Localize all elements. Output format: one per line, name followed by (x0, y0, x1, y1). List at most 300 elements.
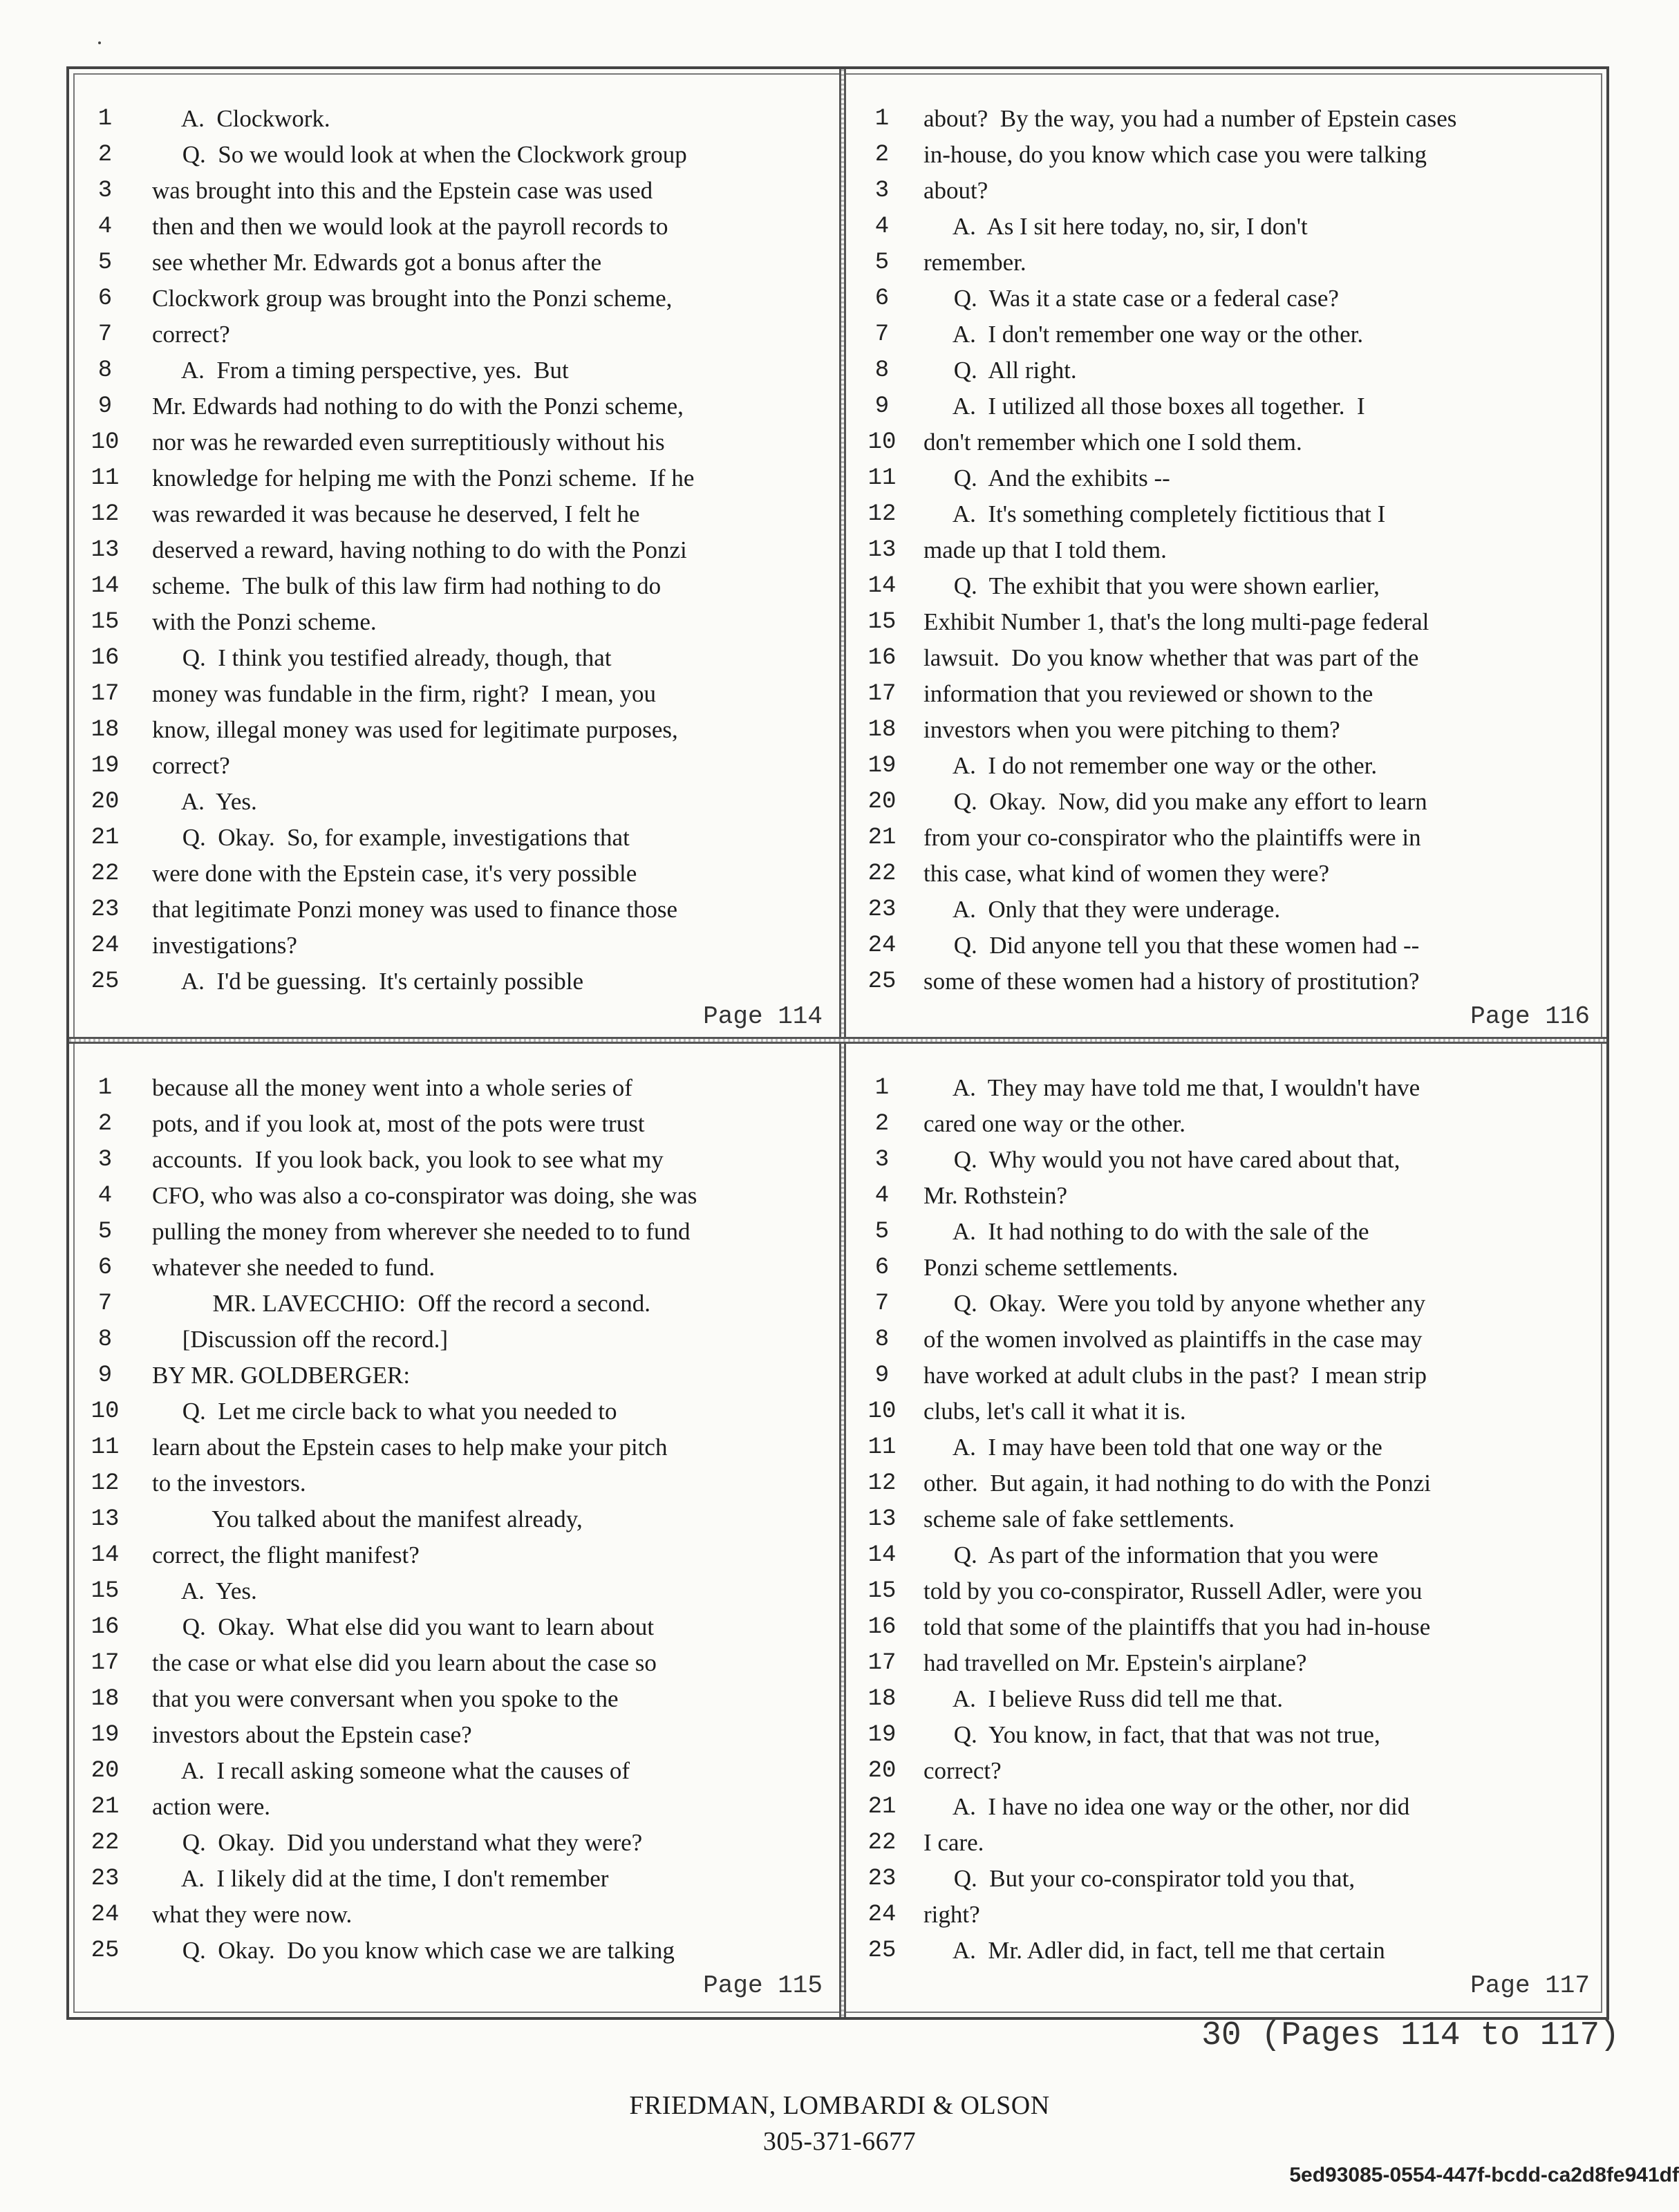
page-label: Page 115 (703, 1971, 823, 2000)
line-number: 16 (867, 645, 897, 671)
line-number: 16 (91, 1614, 120, 1640)
line-number: 12 (91, 1470, 120, 1497)
transcript-line (846, 353, 1606, 388)
line-number: 2 (97, 1111, 113, 1137)
line-number: 8 (97, 1327, 113, 1353)
line-text: then and then we would look at the payroll records to (152, 213, 668, 240)
line-text: Clockwork group was brought into the Ponzi scheme, (152, 285, 673, 312)
line-text: told that some of the plaintiffs that you had in-house (923, 1613, 1431, 1640)
transcript-line (846, 1106, 1606, 1142)
transcript-line (846, 1645, 1606, 1681)
transcript-lines (846, 1070, 1606, 1969)
line-number: 10 (91, 1398, 120, 1425)
line-number: 17 (867, 681, 897, 707)
transcript-line (69, 1825, 839, 1861)
line-number: 10 (91, 429, 120, 456)
transcript-line (69, 892, 839, 928)
line-number: 10 (867, 429, 897, 456)
line-number: 13 (867, 1506, 897, 1533)
line-number: 23 (91, 1866, 120, 1892)
transcript-line (69, 1753, 839, 1789)
transcript-line (846, 1394, 1606, 1430)
transcript-line (846, 317, 1606, 353)
line-text: A. They may have told me that, I wouldn't have (923, 1074, 1420, 1101)
transcript-line (69, 137, 839, 173)
transcript-line (69, 1537, 839, 1573)
line-number: 25 (867, 968, 897, 995)
line-number: 21 (91, 1794, 120, 1820)
line-number: 5 (874, 1219, 890, 1245)
line-text: Q. As part of the information that you were (923, 1541, 1379, 1568)
transcript-line (69, 1897, 839, 1933)
line-text: MR. LAVECCHIO: Off the record a second. (152, 1290, 650, 1317)
transcript-line (69, 245, 839, 281)
transcript-page-116 (846, 101, 1606, 1031)
line-text: Q. Why would you not have cared about that, (923, 1146, 1400, 1173)
line-text: A. It had nothing to do with the sale of the (923, 1218, 1369, 1245)
transcript-line (846, 1789, 1606, 1825)
transcript-line (69, 1070, 839, 1106)
line-text: Q. I think you testified already, though, that (152, 644, 612, 671)
line-number: 5 (874, 250, 890, 276)
transcript-line (846, 640, 1606, 676)
transcript-lines (69, 101, 839, 1000)
line-number: 10 (867, 1398, 897, 1425)
line-number: 23 (867, 897, 897, 923)
line-number: 21 (867, 1794, 897, 1820)
line-text: action were. (152, 1793, 271, 1820)
line-number: 17 (91, 1650, 120, 1676)
transcript-line (846, 532, 1606, 568)
line-text: what they were now. (152, 1901, 353, 1928)
transcript-line (846, 1753, 1606, 1789)
line-number: 7 (97, 321, 113, 348)
line-number: 6 (97, 285, 113, 312)
line-number: 5 (97, 250, 113, 276)
line-number: 22 (867, 1830, 897, 1856)
line-number: 24 (867, 1902, 897, 1928)
line-number: 20 (867, 1758, 897, 1784)
transcript-page-117 (846, 1070, 1606, 2000)
line-text: A. Clockwork. (152, 105, 330, 132)
line-text: A. I'd be guessing. It's certainly possible (152, 968, 584, 995)
line-number: 7 (874, 1291, 890, 1317)
line-text: that you were conversant when you spoke to the (152, 1685, 619, 1712)
transcript-line (69, 1394, 839, 1430)
transcript-line (846, 712, 1606, 748)
transcript-line (846, 137, 1606, 173)
firm-info (0, 2088, 1679, 2159)
line-number: 1 (97, 106, 113, 132)
line-text: Q. All right. (923, 357, 1077, 384)
line-number: 7 (874, 321, 890, 348)
line-number: 11 (91, 1434, 120, 1461)
line-number: 12 (867, 1470, 897, 1497)
transcript-line (846, 568, 1606, 604)
line-text: the case or what else did you learn about the case so (152, 1649, 657, 1676)
line-text: remember. (923, 249, 1026, 276)
line-text: A. I believe Russ did tell me that. (923, 1685, 1284, 1712)
line-number: 11 (867, 1434, 897, 1461)
transcript-line (69, 856, 839, 892)
line-text: I care. (923, 1829, 984, 1856)
transcript-line (69, 1645, 839, 1681)
line-text: correct? (923, 1757, 1002, 1784)
stray-mark (98, 41, 101, 44)
line-text: Q. Okay. Do you know which case we are talking (152, 1937, 675, 1964)
transcript-line (69, 1358, 839, 1394)
line-text: whatever she needed to fund. (152, 1254, 435, 1281)
line-number: 6 (97, 1255, 113, 1281)
line-number: 20 (91, 789, 120, 815)
line-number: 15 (91, 609, 120, 635)
transcript-line (846, 1537, 1606, 1573)
transcript-line (69, 1681, 839, 1717)
line-number: 3 (97, 1147, 113, 1173)
line-text: were done with the Epstein case, it's very possible (152, 860, 637, 887)
transcript-line (846, 964, 1606, 1000)
line-number: 12 (91, 501, 120, 527)
line-number: 24 (91, 1902, 120, 1928)
line-text: Exhibit Number 1, that's the long multi-page federal (923, 608, 1429, 635)
transcript-line (69, 604, 839, 640)
transcript-line (69, 1286, 839, 1322)
transcript-line (69, 1861, 839, 1897)
line-number: 4 (874, 214, 890, 240)
page-label: Page 114 (703, 1002, 823, 1031)
transcript-line (69, 784, 839, 820)
line-text: A. Mr. Adler did, in fact, tell me that certain (923, 1937, 1385, 1964)
transcript-line (846, 209, 1606, 245)
line-number: 19 (867, 1722, 897, 1748)
line-text: Q. Let me circle back to what you needed to (152, 1398, 617, 1425)
line-text: told by you co-conspirator, Russell Adler, were you (923, 1577, 1423, 1604)
transcript-line (846, 173, 1606, 209)
horizontal-divider (69, 1037, 1606, 1044)
transcript-line (846, 424, 1606, 460)
line-text: Q. Okay. What else did you want to learn about (152, 1613, 655, 1640)
line-text: to the investors. (152, 1470, 306, 1497)
line-text: correct, the flight manifest? (152, 1541, 420, 1568)
line-text: money was fundable in the firm, right? I mean, you (152, 680, 656, 707)
line-number: 14 (867, 1542, 897, 1568)
line-number: 23 (867, 1866, 897, 1892)
line-text: scheme sale of fake settlements. (923, 1506, 1235, 1533)
transcript-line (846, 1178, 1606, 1214)
transcript-line (846, 820, 1606, 856)
transcript-line (69, 1142, 839, 1178)
line-number: 25 (91, 968, 120, 995)
transcript-lines (846, 101, 1606, 1000)
line-number: 18 (867, 717, 897, 743)
line-text: pulling the money from wherever she needed to to fund (152, 1218, 691, 1245)
line-number: 8 (874, 357, 890, 384)
transcript-line (846, 1142, 1606, 1178)
line-text: Q. So we would look at when the Clockwork group (152, 141, 687, 168)
line-text: some of these women had a history of prostitution? (923, 968, 1420, 995)
line-text: You talked about the manifest already, (152, 1506, 583, 1533)
line-number: 18 (91, 717, 120, 743)
transcript-line (69, 101, 839, 137)
line-number: 25 (867, 1938, 897, 1964)
transcript-line (69, 532, 839, 568)
line-text: Q. Okay. So, for example, investigations that (152, 824, 630, 851)
line-number: 4 (874, 1183, 890, 1209)
transcript-line (846, 748, 1606, 784)
line-number: 2 (874, 1111, 890, 1137)
line-text: pots, and if you look at, most of the pots were trust (152, 1110, 645, 1137)
line-text: in-house, do you know which case you were talking (923, 141, 1427, 168)
line-number: 4 (97, 214, 113, 240)
line-number: 7 (97, 1291, 113, 1317)
line-text: Q. Was it a state case or a federal case? (923, 285, 1339, 312)
line-text: A. From a timing perspective, yes. But (152, 357, 569, 384)
transcript-line (846, 892, 1606, 928)
transcript-line (69, 1250, 839, 1286)
transcript-line (846, 784, 1606, 820)
line-text: A. It's something completely fictitious that I (923, 500, 1386, 527)
transcript-line (846, 604, 1606, 640)
line-text: right? (923, 1901, 980, 1928)
line-text: correct? (152, 752, 230, 779)
page-label: Page 116 (1470, 1002, 1590, 1031)
line-number: 13 (91, 537, 120, 563)
transcript-line (69, 568, 839, 604)
line-text: cared one way or the other. (923, 1110, 1186, 1137)
transcript-page-115 (69, 1070, 839, 2000)
line-number: 18 (91, 1686, 120, 1712)
line-number: 22 (91, 861, 120, 887)
transcript-line (69, 640, 839, 676)
pages-range: 30 (Pages 114 to 117) (1201, 2017, 1620, 2054)
transcript-line (846, 245, 1606, 281)
line-number: 15 (91, 1578, 120, 1604)
line-number: 9 (874, 393, 890, 420)
transcript-line (69, 820, 839, 856)
transcript-line (69, 964, 839, 1000)
line-number: 3 (874, 178, 890, 204)
line-number: 17 (91, 681, 120, 707)
line-number: 11 (867, 465, 897, 491)
transcript-line (846, 1070, 1606, 1106)
line-text: Q. Okay. Were you told by anyone whether any (923, 1290, 1426, 1317)
line-text: knowledge for helping me with the Ponzi scheme. If he (152, 465, 695, 491)
line-number: 1 (97, 1075, 113, 1101)
transcript-line (69, 1178, 839, 1214)
line-text: because all the money went into a whole series of (152, 1074, 632, 1101)
line-text: this case, what kind of women they were? (923, 860, 1330, 887)
line-number: 1 (874, 106, 890, 132)
line-text: have worked at adult clubs in the past? I mean strip (923, 1362, 1427, 1389)
line-number: 3 (97, 178, 113, 204)
transcript-line (69, 1465, 839, 1501)
line-text: Mr. Rothstein? (923, 1182, 1068, 1209)
line-text: information that you reviewed or shown to the (923, 680, 1373, 707)
transcript-line (69, 388, 839, 424)
transcript-line (846, 1717, 1606, 1753)
line-text: BY MR. GOLDBERGER: (152, 1362, 411, 1389)
line-text: accounts. If you look back, you look to see what my (152, 1146, 664, 1173)
line-text: A. I recall asking someone what the causes of (152, 1757, 630, 1784)
transcript-line (846, 1430, 1606, 1465)
line-number: 20 (867, 789, 897, 815)
line-text: made up that I told them. (923, 536, 1167, 563)
line-text: Q. Okay. Now, did you make any effort to learn (923, 788, 1427, 815)
transcript-lines (69, 1070, 839, 1969)
line-number: 19 (91, 1722, 120, 1748)
line-number: 9 (874, 1362, 890, 1389)
transcript-line (69, 460, 839, 496)
line-text: Q. You know, in fact, that that was not true, (923, 1721, 1380, 1748)
transcript-line (846, 1286, 1606, 1322)
transcript-line (846, 1825, 1606, 1861)
line-text: Ponzi scheme settlements. (923, 1254, 1179, 1281)
transcript-line (846, 1897, 1606, 1933)
line-number: 9 (97, 1362, 113, 1389)
line-text: was rewarded it was because he deserved, I felt he (152, 500, 640, 527)
line-text: Q. Okay. Did you understand what they were? (152, 1829, 643, 1856)
transcript-line (846, 388, 1606, 424)
line-number: 21 (91, 825, 120, 851)
line-number: 14 (867, 573, 897, 599)
transcript-line (846, 1465, 1606, 1501)
line-number: 1 (874, 1075, 890, 1101)
line-text: other. But again, it had nothing to do with the Ponzi (923, 1470, 1431, 1497)
line-text: A. I don't remember one way or the other. (923, 321, 1364, 348)
line-text: Q. And the exhibits -- (923, 465, 1170, 491)
line-text: A. I may have been told that one way or the (923, 1434, 1382, 1461)
transcript-line (846, 928, 1606, 964)
line-text: Mr. Edwards had nothing to do with the Ponzi scheme, (152, 393, 684, 420)
line-text: learn about the Epstein cases to help make your pitch (152, 1434, 668, 1461)
line-text: deserved a reward, having nothing to do with the Ponzi (152, 536, 687, 563)
line-number: 11 (91, 465, 120, 491)
line-text: lawsuit. Do you know whether that was part of the (923, 644, 1419, 671)
line-number: 2 (97, 142, 113, 168)
line-text: A. As I sit here today, no, sir, I don't (923, 213, 1308, 240)
transcript-line (846, 281, 1606, 317)
transcript-line (69, 1573, 839, 1609)
line-text: clubs, let's call it what it is. (923, 1398, 1186, 1425)
line-number: 22 (867, 861, 897, 887)
line-number: 12 (867, 501, 897, 527)
transcript-line (69, 676, 839, 712)
line-number: 13 (91, 1506, 120, 1533)
line-number: 19 (867, 753, 897, 779)
line-number: 20 (91, 1758, 120, 1784)
transcript-line (846, 1933, 1606, 1969)
transcript-line (846, 856, 1606, 892)
line-number: 13 (867, 537, 897, 563)
line-number: 6 (874, 1255, 890, 1281)
transcript-line (69, 353, 839, 388)
line-number: 6 (874, 285, 890, 312)
line-text: from your co-conspirator who the plaintiffs were in (923, 824, 1421, 851)
line-number: 22 (91, 1830, 120, 1856)
line-text: Q. Did anyone tell you that these women had -- (923, 932, 1420, 959)
line-number: 16 (867, 1614, 897, 1640)
transcript-line (69, 496, 839, 532)
transcript-line (69, 209, 839, 245)
transcript-line (846, 1358, 1606, 1394)
transcript-line (846, 1609, 1606, 1645)
line-number: 5 (97, 1219, 113, 1245)
line-number: 17 (867, 1650, 897, 1676)
line-text: see whether Mr. Edwards got a bonus after the (152, 249, 602, 276)
line-text: [Discussion off the record.] (152, 1326, 448, 1353)
line-number: 2 (874, 142, 890, 168)
line-text: scheme. The bulk of this law firm had nothing to do (152, 572, 662, 599)
transcript-line (69, 1106, 839, 1142)
transcript-line (69, 1933, 839, 1969)
line-text: had travelled on Mr. Epstein's airplane? (923, 1649, 1307, 1676)
line-number: 8 (97, 357, 113, 384)
transcript-line (846, 1501, 1606, 1537)
line-text: was brought into this and the Epstein case was used (152, 177, 653, 204)
firm-phone: 305-371-6677 (762, 2127, 917, 2156)
transcript-page-114 (69, 101, 839, 1031)
line-number: 24 (91, 932, 120, 959)
line-number: 15 (867, 1578, 897, 1604)
transcript-line (69, 281, 839, 317)
line-text: A. I have no idea one way or the other, nor did (923, 1793, 1410, 1820)
line-number: 24 (867, 932, 897, 959)
transcript-line (69, 1430, 839, 1465)
line-text: A. Yes. (152, 1577, 257, 1604)
line-number: 8 (874, 1327, 890, 1353)
transcript-line (846, 101, 1606, 137)
line-text: A. I do not remember one way or the other. (923, 752, 1378, 779)
line-text: Q. The exhibit that you were shown earlier, (923, 572, 1380, 599)
line-number: 4 (97, 1183, 113, 1209)
transcript-line (69, 1322, 839, 1358)
transcript-line (69, 173, 839, 209)
line-text: with the Ponzi scheme. (152, 608, 377, 635)
line-text: don't remember which one I sold them. (923, 429, 1302, 456)
transcript-line (846, 496, 1606, 532)
transcript-line (69, 1214, 839, 1250)
line-text: CFO, who was also a co-conspirator was doing, she was (152, 1182, 697, 1209)
transcript-line (69, 1717, 839, 1753)
line-number: 16 (91, 645, 120, 671)
line-text: A. I utilized all those boxes all together. I (923, 393, 1365, 420)
line-text: correct? (152, 321, 230, 348)
line-number: 9 (97, 393, 113, 420)
transcript-line (846, 1322, 1606, 1358)
transcript-line (69, 712, 839, 748)
line-text: nor was he rewarded even surreptitiously without his (152, 429, 665, 456)
page-label: Page 117 (1470, 1971, 1590, 2000)
line-text: investigations? (152, 932, 297, 959)
line-number: 19 (91, 753, 120, 779)
line-text: A. Yes. (152, 788, 257, 815)
line-text: know, illegal money was used for legitimate purposes, (152, 716, 678, 743)
line-number: 21 (867, 825, 897, 851)
line-number: 14 (91, 1542, 120, 1568)
line-number: 14 (91, 573, 120, 599)
line-text: about? By the way, you had a number of Epstein cases (923, 105, 1457, 132)
transcript-line (69, 424, 839, 460)
transcript-line (69, 1609, 839, 1645)
line-text: investors when you were pitching to them? (923, 716, 1340, 743)
transcript-line (69, 317, 839, 353)
document-id: 5ed93085-0554-447f-bcdd-ca2d8fe941df (1289, 2164, 1679, 2186)
line-text: of the women involved as plaintiffs in the case may (923, 1326, 1423, 1353)
transcript-line (846, 1681, 1606, 1717)
transcript-line (69, 1789, 839, 1825)
transcript-line (69, 748, 839, 784)
line-number: 3 (874, 1147, 890, 1173)
